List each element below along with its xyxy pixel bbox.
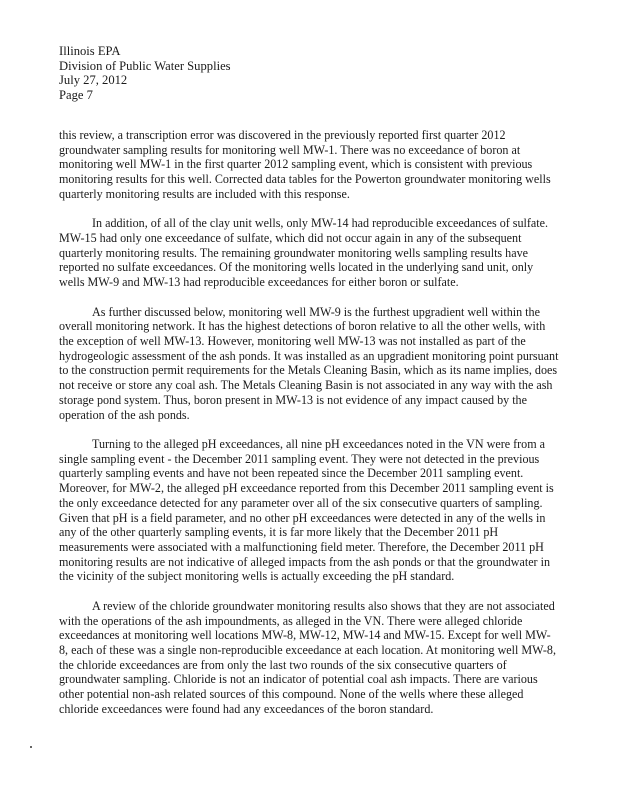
- paragraph-mw9-boron: As further discussed below, monitoring well MW-9 is the furthest upgradient well within the overall monitoring network. It has the highest detections of boron relative to all the other wells, with the exception of well MW-13. However, monitoring well MW-13 was not installed as part of the hydrogeologic assessment of the ash ponds. It was installed as an upgradient monitoring point pursuant to the construction permit requirements for the Metals Cleaning Basin, which as its name implies, does not receive or store any coal ash. The Metals Cleaning Basin is not associated in any way with the ash storage pond system. Thus, boron present in MW-13 is not evidence of any impact caused by the operation of the ash ponds.: [59, 304, 559, 422]
- header-division: Division of Public Water Supplies: [59, 58, 231, 73]
- letter-header: [59, 44, 231, 102]
- header-page-number: Page 7: [59, 87, 93, 102]
- paragraph-ph-exceedances: Turning to the alleged pH exceedances, all nine pH exceedances noted in the VN were from a single sampling event - the December 2011 sampling event. They were not detected in the previous quarterly sampling events and have not been repeated since the December 2011 sampling event. Moreover, for MW-2, the alleged pH exceedance reported from this December 2011 sampling event is the only exceedance detected for any parameter over all of the six consecutive quarters of sampling. Given that pH is a field parameter, and no other pH exceedances were detected in any of the wells in any of the other quarterly sampling events, it is far more likely that the December 2011 pH measurements were associated with a malfunctioning field meter. Therefore, the December 2011 pH monitoring results are not indicative of alleged impacts from the ash ponds or that the groundwater in the vicinity of the subject monitoring wells is actually exceeding the pH standard.: [59, 437, 554, 584]
- header-date: July 27, 2012: [59, 73, 128, 88]
- paragraph-sulfate: In addition, of all of the clay unit wells, only MW-14 had reproducible exceedances of sulfate. MW-15 had only one exceedance of sulfate, which did not occur again in any of the subsequent quarterly monitoring results. The remaining groundwater monitoring wells sampling results have reported no sulfate exceedances. Of the monitoring wells located in the underlying sand unit, only wells MW-9 and MW-13 had reproducible exceedances for either boron or sulfate.: [59, 216, 549, 290]
- letter-body: [59, 128, 559, 731]
- header-agency: Illinois EPA: [59, 44, 121, 58]
- paragraph-chloride: A review of the chloride groundwater monitoring results also shows that they are not associated with the operations of the ash impoundments, as alleged in the VN. There were alleged chloride exceedances at monitoring well locations MW-8, MW-12, MW-14 and MW-15. Except for well MW-8, each of these was a single non-reproducible exceedance at each location. At monitoring well MW-8, the chloride exceedances are from only the last two rounds of the six consecutive quarters of groundwater sampling. Chloride is not an indicator of potential coal ash impacts. There are various other potential non-ash related sources of this compound. None of the wells where these alleged chloride exceedances were found had any exceedances of the boron standard.: [59, 598, 557, 716]
- paragraph-transcription-error: this review, a transcription error was discovered in the previously reported first quarter 2012 groundwater sampling results for monitoring well MW-1. There was no exceedance of boron at monitoring well MW-1 in the first quarter 2012 sampling event, which is consistent with previous monitoring results for this well. Corrected data tables for the Powerton groundwater monitoring wells quarterly monitoring results are included with this response.: [59, 128, 551, 201]
- scan-mark: [30, 746, 32, 748]
